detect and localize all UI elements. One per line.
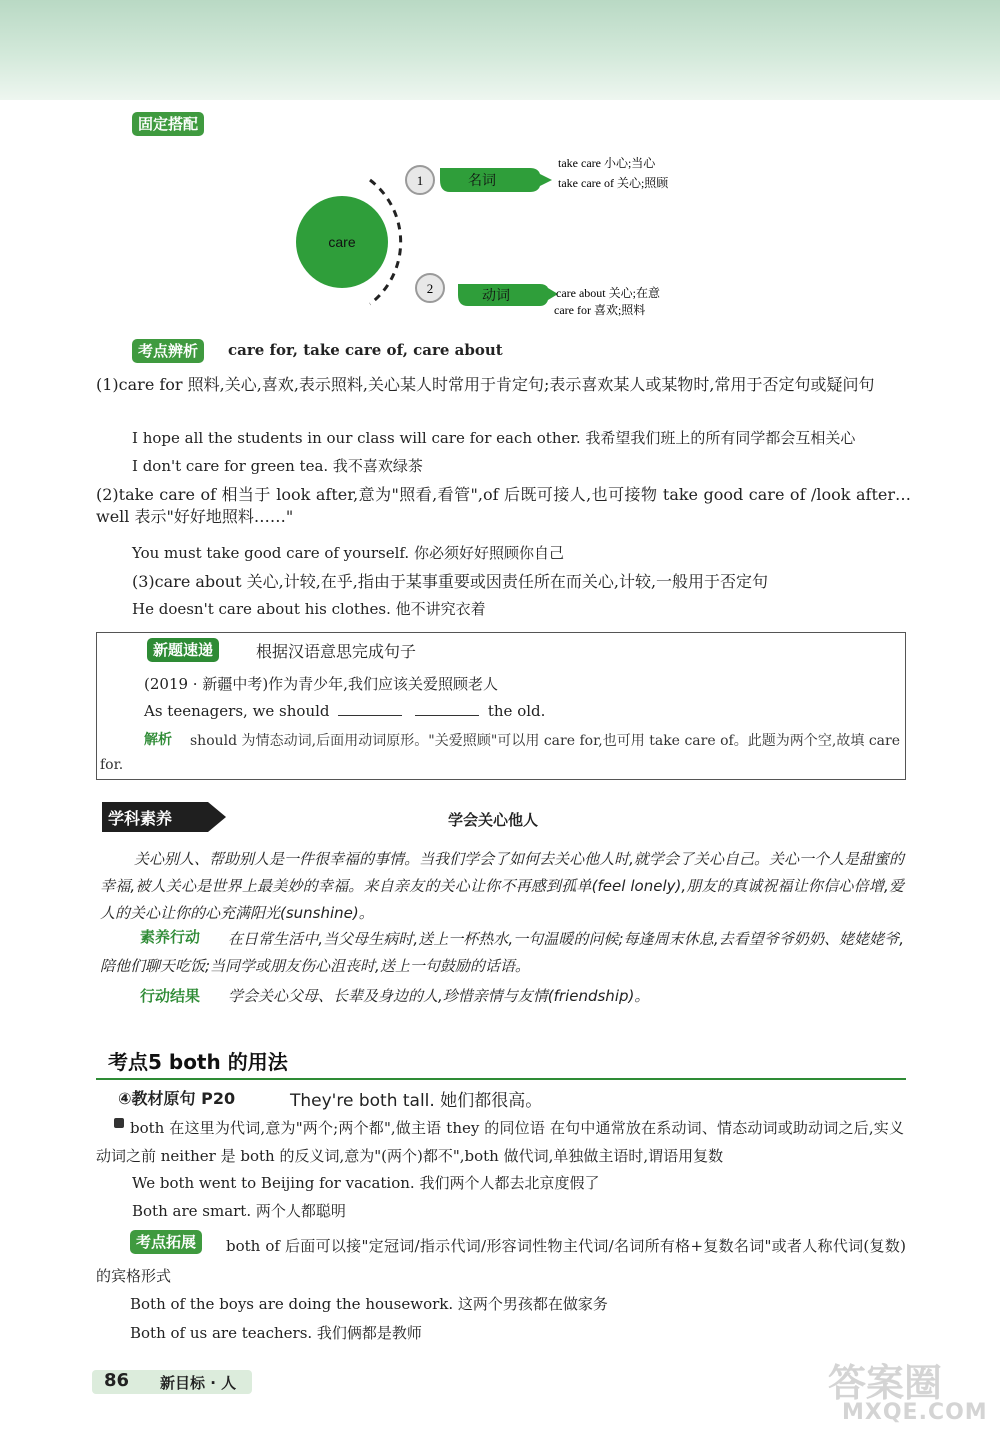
textbook-sentence: They're both tall. 她们都很高。 bbox=[290, 1091, 543, 1111]
result-text: 学会关心父母、长辈及身边的人,珍惜亲情与友情(friendship)。 bbox=[228, 987, 650, 1005]
branch2-label: 动词 bbox=[482, 288, 510, 304]
answer-blank-1[interactable] bbox=[338, 701, 402, 716]
textbook-sentence-label: ④教材原句 P20 bbox=[118, 1089, 236, 1108]
exercise-tag: 新题速递 bbox=[147, 638, 219, 662]
book-title: 新目标 · 人 bbox=[160, 1374, 237, 1392]
point5-example-3: Both of the boys are doing the housework. 这两个男孩都在做家务 bbox=[130, 1295, 608, 1313]
literacy-paragraph: 关心别人、帮助别人是一件很幸福的事情。当我们学会了如何去关心他人时,就学会了关心自己。关心一个人是甜蜜的幸福,被人关心是世界上最美妙的幸福。来自亲友的关心让你不再感到孤单(feel lonely),朋友的真诚祝福让你信心倍增,爱人的关心让你的心充满阳光(sunshine)。 bbox=[100, 850, 904, 922]
analysis-p1: (1)care for 照料,关心,喜欢,表示照料,关心某人时常用于肯定句;表示喜欢某人或某物时,常用于否定句或疑问句 bbox=[96, 375, 875, 394]
top-color-band bbox=[0, 0, 1000, 100]
branch2-line1: care about 关心;在意 bbox=[556, 286, 660, 300]
watermark-logo: 答案圈 bbox=[828, 1361, 943, 1405]
exercise-fill-prefix: As teenagers, we should bbox=[144, 702, 330, 720]
point5-example-4: Both of us are teachers. 我们俩都是教师 bbox=[130, 1324, 422, 1342]
exercise-fill-suffix: the old. bbox=[487, 702, 546, 720]
literacy-title: 学会关心他人 bbox=[448, 811, 539, 829]
result-tag: 行动结果 bbox=[140, 987, 201, 1005]
analysis-example-4: He doesn't care about his clothes. 他不讲究衣着 bbox=[132, 600, 486, 618]
branch1-line2: take care of 关心;照顾 bbox=[558, 176, 669, 190]
analysis-example-1: I hope all the students in our class will care for each other. 我希望我们班上的所有同学都会互相关心 bbox=[132, 429, 856, 447]
branch1-line1: take care 小心;当心 bbox=[558, 156, 656, 170]
branch1-pill bbox=[440, 168, 552, 192]
analysis-p3: (3)care about 关心,计较,在乎,指由于某事重要或因责任所在而关心,计较,一般用于否定句 bbox=[132, 572, 769, 591]
fixed-collocation-tag: 固定搭配 bbox=[132, 112, 204, 136]
point5-example-1: We both went to Beijing for vacation. 我们两个人都去北京度假了 bbox=[132, 1174, 600, 1192]
analysis-title: care for, take care of, care about bbox=[228, 341, 503, 359]
literacy-tag: 学科素养 bbox=[108, 809, 173, 828]
branch1-label: 名词 bbox=[468, 173, 496, 189]
answer-tag: 解析 bbox=[144, 732, 172, 748]
exercise-fill-line bbox=[144, 701, 545, 720]
point5-rule bbox=[96, 1078, 906, 1080]
watermark-url: MXQE.COM bbox=[842, 1400, 988, 1425]
analysis-example-3: You must take good care of yourself. 你必须好好照顾你自己 bbox=[132, 544, 564, 562]
branch1-number: 1 bbox=[416, 173, 424, 188]
analysis-tag: 考点辨析 bbox=[132, 339, 204, 363]
point5-p1: both 在这里为代词,意为"两个;两个都",做主语 they 的同位语 在句中通常放在系动词、情态动词或助动词之后,实义动词之前 neither 是 both 的反义词,意为"(两个)都不",both 做代词,单独做主语时,谓语用复数 bbox=[96, 1119, 904, 1165]
analysis-example-2: I don't care for green tea. 我不喜欢绿茶 bbox=[132, 457, 423, 475]
exercise-title: 根据汉语意思完成句子 bbox=[256, 642, 417, 661]
point5-heading: 考点5 both 的用法 bbox=[108, 1050, 288, 1074]
extension-text: both of 后面可以接"定冠词/指示代词/形容词性物主代词/名词所有格+复数名词"或者人称代词(复数)的宾格形式 bbox=[96, 1237, 906, 1285]
extension-tag: 考点拓展 bbox=[130, 1230, 202, 1254]
analysis-p2: (2)take care of 相当于 look after,意为"照看,看管",of 后既可接人,也可接物 take good care of /look after…well 表示"好好地照料……" bbox=[96, 485, 911, 526]
care-diagram bbox=[290, 150, 730, 330]
action-tag: 素养行动 bbox=[140, 928, 201, 946]
answer-blank-2[interactable] bbox=[415, 701, 479, 716]
point5-example-2: Both are smart. 两个人都聪明 bbox=[132, 1202, 346, 1220]
exercise-question: (2019 · 新疆中考)作为青少年,我们应该关爱照顾老人 bbox=[144, 675, 498, 693]
branch2-number: 2 bbox=[426, 281, 434, 296]
care-center-label: care bbox=[328, 234, 356, 250]
action-text: 在日常生活中,当父母生病时,送上一杯热水,一句温暖的问候;每逢周末休息,去看望爷爷奶奶、姥姥姥爷,陪他们聊天吃饭;当同学或朋友伤心沮丧时,送上一句鼓励的话语。 bbox=[100, 930, 904, 975]
answer-text: should 为情态动词,后面用动词原形。"关爱照顾"可以用 care for,也可用 take care of。此题为两个空,故填 care for. bbox=[100, 733, 900, 773]
page-number: 86 bbox=[104, 1370, 130, 1391]
branch2-line2: care for 喜欢;照料 bbox=[554, 303, 646, 317]
